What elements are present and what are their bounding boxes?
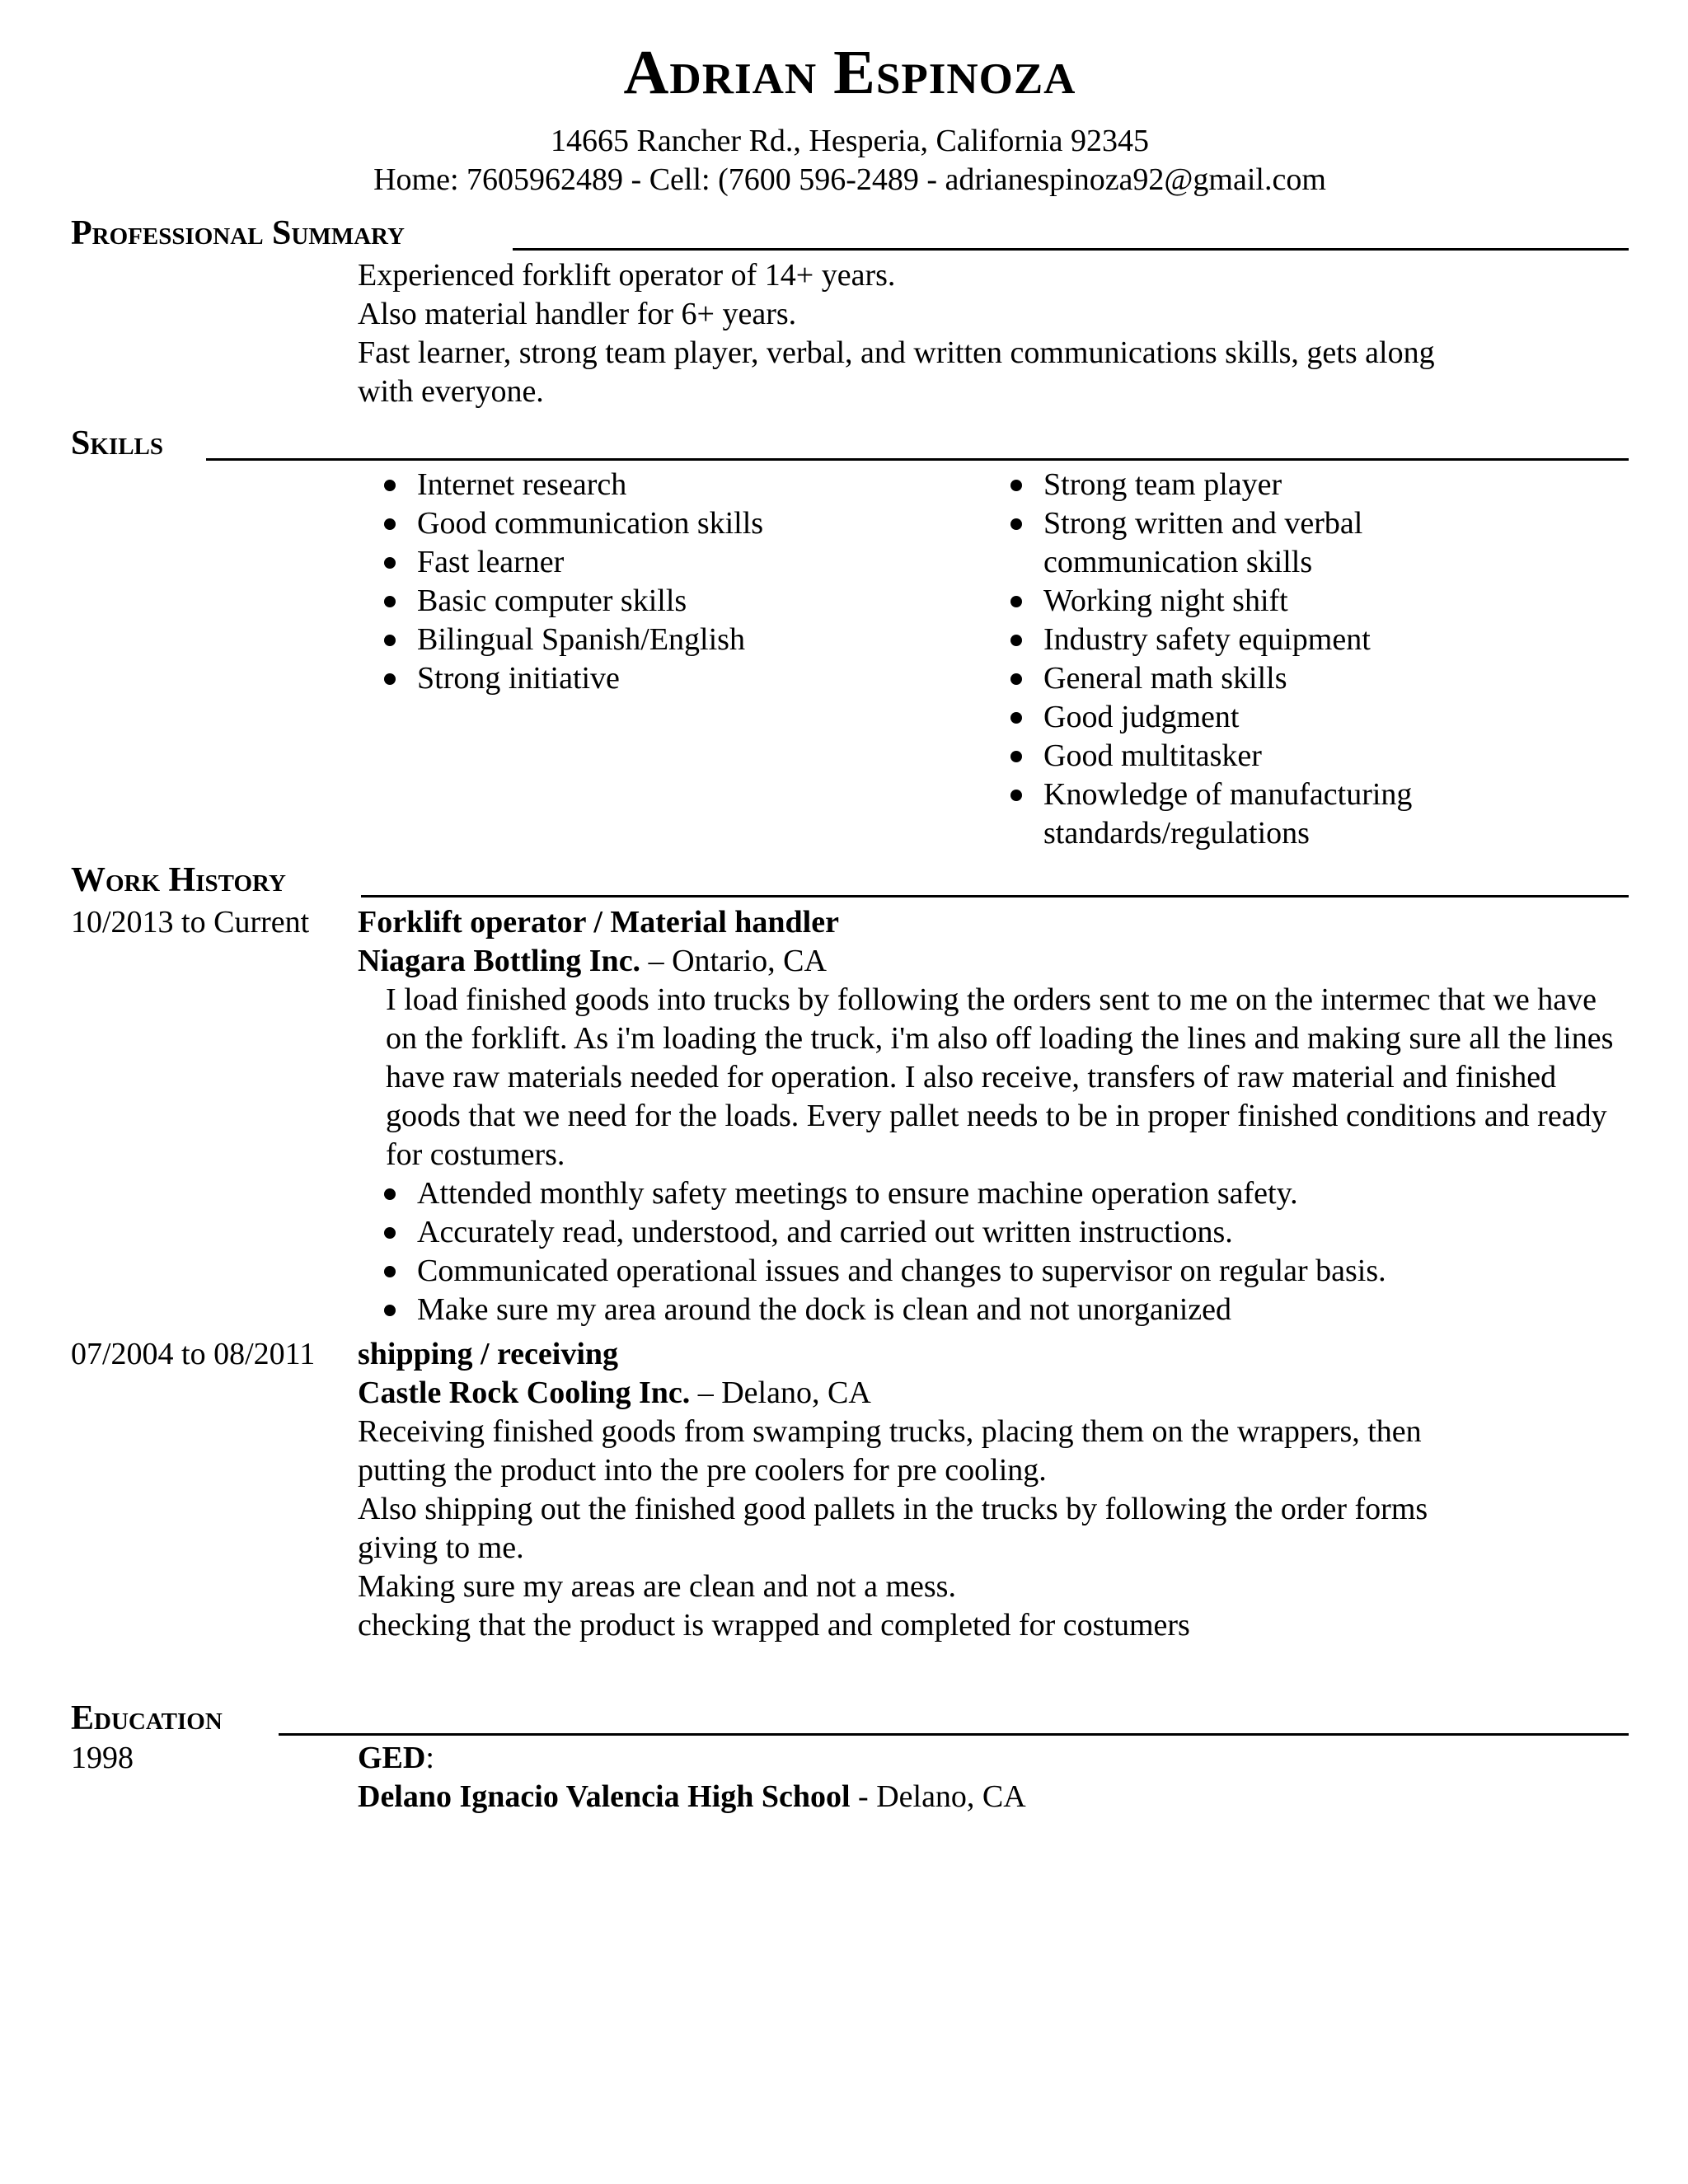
skill-item: Good communication skills bbox=[379, 504, 973, 543]
section-divider bbox=[206, 458, 1629, 461]
job-bullet: Communicated operational issues and changes to supervisor on regular basis. bbox=[379, 1252, 1627, 1291]
education-school-line bbox=[358, 1778, 1627, 1816]
summary-line: Fast learner, strong team player, verbal, and written communications skills, gets along bbox=[358, 335, 1435, 370]
section-divider bbox=[513, 248, 1629, 251]
job-bullet: Attended monthly safety meetings to ensure machine operation safety. bbox=[379, 1174, 1627, 1213]
skill-item: Fast learner bbox=[379, 543, 973, 582]
job-description-line: putting the product into the pre coolers for pre cooling. bbox=[358, 1453, 1047, 1488]
summary-text bbox=[358, 256, 1627, 411]
company-name: Castle Rock Cooling Inc. bbox=[358, 1376, 691, 1410]
skill-item: General math skills bbox=[1006, 659, 1467, 698]
skill-item: Knowledge of manufacturing standards/regulations bbox=[1006, 776, 1467, 853]
job-description-line: checking that the product is wrapped and completed for costumers bbox=[358, 1608, 1190, 1643]
job-bullet: Accurately read, understood, and carried out written instructions. bbox=[379, 1213, 1627, 1252]
education-entry bbox=[358, 1739, 1627, 1816]
candidate-name: Adrian Espinoza bbox=[623, 38, 1076, 107]
degree-suffix: : bbox=[425, 1741, 434, 1775]
degree: GED bbox=[358, 1741, 426, 1775]
address: 14665 Rancher Rd., Hesperia, California 92345 bbox=[550, 124, 1150, 158]
skill-item: Industry safety equipment bbox=[1006, 621, 1467, 659]
section-work-history bbox=[71, 860, 1629, 901]
company-name: Niagara Bottling Inc. bbox=[358, 944, 641, 978]
section-divider bbox=[361, 895, 1629, 898]
skill-item: Working night shift bbox=[1006, 582, 1467, 621]
job-entry bbox=[358, 1335, 1627, 1645]
job-employer bbox=[358, 942, 1627, 981]
job-description-line: Receiving finished goods from swamping trucks, placing them on the wrappers, then bbox=[358, 1414, 1422, 1449]
section-title: Work History bbox=[71, 861, 286, 899]
job-dates: 10/2013 to Current bbox=[71, 905, 310, 940]
summary-line: Experienced forklift operator of 14+ years. bbox=[358, 258, 896, 293]
skill-item: Good judgment bbox=[1006, 698, 1467, 737]
job-description: I load finished goods into trucks by following the orders sent to me on the intermec that we have on the forklift. As i'm loading the truck, i'm also off loading the lines and making sure all the lines have raw materials needed for operation. I also receive, transfers of raw material and finished goods that we need for the loads. Every pallet needs to be in proper finished conditions and ready for costumers. bbox=[386, 982, 1614, 1172]
skill-item: Basic computer skills bbox=[379, 582, 973, 621]
section-professional-summary bbox=[71, 213, 1629, 254]
skill-item: Good multitasker bbox=[1006, 737, 1467, 776]
job-title: Forklift operator / Material handler bbox=[358, 905, 839, 940]
job-employer bbox=[358, 1374, 1627, 1413]
summary-line: with everyone. bbox=[358, 374, 544, 409]
job-description-line: giving to me. bbox=[358, 1530, 524, 1565]
section-education bbox=[71, 1698, 1629, 1739]
job-description-line: Making sure my areas are clean and not a mess. bbox=[358, 1569, 956, 1604]
skill-item: Strong written and verbal communication skills bbox=[1006, 504, 1467, 582]
skill-item: Strong initiative bbox=[379, 659, 973, 698]
section-title: Education bbox=[71, 1699, 223, 1737]
summary-line: Also material handler for 6+ years. bbox=[358, 297, 797, 331]
skill-item: Strong team player bbox=[1006, 466, 1467, 504]
skill-item: Internet research bbox=[379, 466, 973, 504]
contact-line: Home: 7605962489 - Cell: (7600 596-2489 - adrianespinoza92@gmail.com bbox=[373, 162, 1326, 197]
skills-list-left bbox=[379, 466, 973, 698]
school-location: - Delano, CA bbox=[850, 1779, 1026, 1814]
school-name: Delano Ignacio Valencia High School bbox=[358, 1779, 851, 1814]
skill-item: Bilingual Spanish/English bbox=[379, 621, 973, 659]
job-bullet: Make sure my area around the dock is clean and not unorganized bbox=[379, 1291, 1627, 1329]
section-title: Skills bbox=[71, 424, 164, 462]
job-description-line: Also shipping out the finished good pallets in the trucks by following the order forms bbox=[358, 1492, 1428, 1526]
section-title: Professional Summary bbox=[71, 214, 405, 252]
company-location: – Ontario, CA bbox=[640, 944, 827, 978]
job-entry bbox=[358, 903, 1627, 1329]
section-divider bbox=[279, 1733, 1629, 1736]
job-bullets bbox=[379, 1174, 1627, 1329]
education-degree-line bbox=[358, 1739, 1627, 1778]
skills-list-right bbox=[1006, 466, 1467, 853]
company-location: – Delano, CA bbox=[690, 1376, 871, 1410]
job-title: shipping / receiving bbox=[358, 1337, 619, 1371]
education-year: 1998 bbox=[71, 1741, 134, 1775]
section-skills bbox=[71, 423, 1629, 464]
job-dates: 07/2004 to 08/2011 bbox=[71, 1337, 316, 1371]
